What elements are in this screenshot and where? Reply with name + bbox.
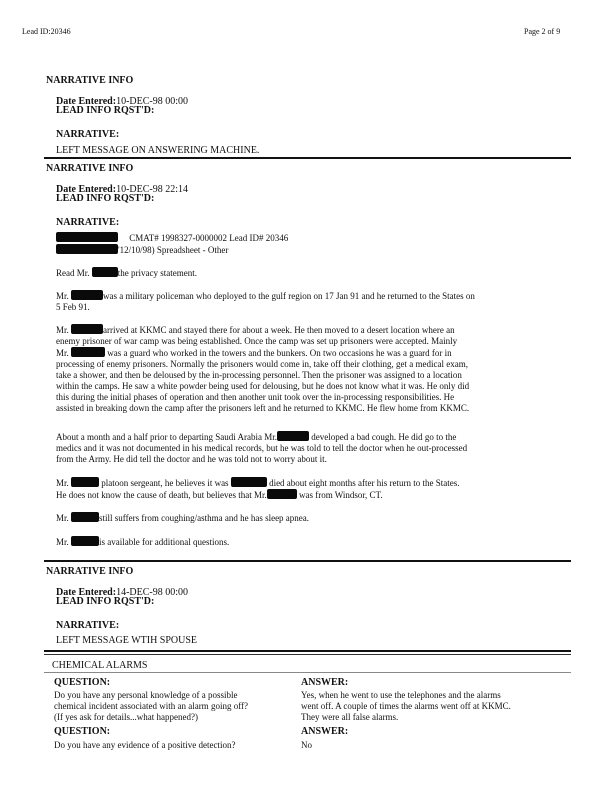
spreadsheet-line [56,244,556,256]
lead-info-rqstd-label: LEAD INFO RQST'D: [56,105,155,116]
narrative-label: NARRATIVE: [56,217,120,228]
section-title-narrative-1: NARRATIVE INFO [46,75,134,86]
text-run: died about eight months after his return to the States. [269,478,460,488]
text-run: Mr. [56,291,69,301]
paragraph-kkmc [56,324,556,414]
lead-info-rqstd-label: LEAD INFO RQST'D: [56,596,155,607]
text-run: was a guard who worked in the towers and the bunkers. On two occasions he was a guard for in [107,348,452,358]
redaction-block [71,324,103,334]
lead-info-rqstd-label: LEAD INFO RQST'D: [56,193,155,204]
redaction-block [71,477,99,487]
narrative-text: LEFT MESSAGE WTIH SPOUSE [56,635,198,646]
cmat-line [56,232,556,244]
page-number: Page 2 of 9 [524,27,561,36]
question-label: QUESTION: [54,677,111,688]
question-text-1 [54,690,294,723]
redaction-block [56,232,118,242]
paragraph-deployment [56,290,556,313]
redaction-block [71,290,103,300]
redaction-block [56,244,118,254]
chem-title-underline [44,672,571,673]
narrative-text: LEFT MESSAGE ON ANSWERING MACHINE. [56,145,260,156]
date-entered-value: 10-DEC-98 00:00 [116,96,189,107]
text-run: assisted in breaking down the camp after the prisoners left and he returned to KKMC. He flew home from KKMC. [56,403,470,413]
text-run: Yes, when he went to use the telephones and the alarms [301,690,501,700]
text-run: Mr. [56,348,69,358]
text-run: went off. A couple of times the alarms went off at KKMC. [301,701,511,711]
text-run: the privacy statement. [117,268,197,278]
section-divider [44,650,571,652]
paragraph-cough [56,431,556,465]
section-title-narrative-2: NARRATIVE INFO [46,163,134,174]
text-run: Do you have any personal knowledge of a possible [54,690,238,700]
date-entered-label: Date Entered: [56,184,117,195]
redaction-block [71,536,99,546]
text-run: About a month and a half prior to departing Saudi Arabia Mr. [56,432,277,442]
text-run: was from Windsor, CT. [298,490,383,500]
redaction-block [231,477,267,487]
text-run: within the camps. He saw a white powder being used for delousing, but he does not know what it was. He only did [56,381,470,391]
paragraph-available [56,536,556,548]
paragraph-privacy [56,267,556,279]
text-run: was a military policeman who deployed to the gulf region on 17 Jan 91 and he returned to the States on [103,291,475,301]
text-run: take a shower, and then be deloused by the in-processing personnel. Then the prisoner was assigned to a location [56,370,462,380]
text-run: chemical incident associated with an alarm going off? [54,701,249,711]
text-run: (If yes ask for details...what happened?) [54,712,198,722]
paragraph-asthma [56,512,556,524]
text-run: 5 Feb 91. [56,302,90,312]
text-run: They were all false alarms. [301,712,399,722]
narrative-label: NARRATIVE: [56,620,120,631]
spreadsheet-text: '12/10/98) Spreadsheet - Other [118,245,229,255]
redaction-block [71,512,99,522]
date-entered-value: 10-DEC-98 22:14 [116,184,189,195]
text-run: Mr. [56,325,69,335]
section-divider [44,560,571,562]
text-run: Read Mr. [56,268,90,278]
narrative-label: NARRATIVE: [56,129,120,140]
text-run: this during the initial phases of operation and then another unit took over the in-processing responsibilities. He [56,392,455,402]
text-run: Mr. [56,513,69,523]
text-run: He does not know the cause of death, but believes that Mr. [56,490,267,500]
paragraph-sergeant [56,477,556,501]
answer-text-2: No [301,740,312,750]
text-run: processing of enemy prisoners. Normally the prisoners would come in, take off their clothing, get a medical exam, [56,359,468,369]
text-run: developed a bad cough. He did go to the [311,432,457,442]
redaction-block [92,267,118,277]
text-run: still suffers from coughing/asthma and he has sleep apnea. [99,513,310,523]
section-divider [44,157,571,159]
answer-label: ANSWER: [301,726,349,737]
answer-label: ANSWER: [301,677,349,688]
text-run: medics and it was not documented in his medical records, but he was told to tell the doctor when he out-processed [56,443,468,453]
redaction-block [71,347,105,357]
lead-id-header: Lead ID:20346 [22,27,71,36]
text-run: Mr. [56,478,69,488]
text-run: arrived at KKMC and stayed there for about a week. He then moved to a desert location where an [103,325,455,335]
section-divider-thin [44,654,571,655]
date-entered-value: 14-DEC-98 00:00 [116,587,189,598]
redaction-block [277,431,309,441]
text-run: Mr. [56,537,69,547]
redaction-block [267,489,297,499]
question-label: QUESTION: [54,726,111,737]
text-run: platoon sergeant, he believes it was [101,478,229,488]
text-run: from the Army. He did tell the doctor and he was told not to worry about it. [56,454,327,464]
date-entered-label: Date Entered: [56,96,117,107]
text-run: enemy prisoner of war camp was being established. Once the camp was set up prisoners were accepted. Mainly [56,336,458,346]
answer-text-1 [301,690,563,723]
question-text-2: Do you have any evidence of a positive detection? [54,740,236,750]
section-title-narrative-3: NARRATIVE INFO [46,566,134,577]
text-run: is available for additional questions. [99,537,230,547]
chemical-alarms-title: CHEMICAL ALARMS [52,660,148,671]
cmat-text: CMAT# 1998327-0000002 Lead ID# 20346 [129,233,289,243]
date-entered-label: Date Entered: [56,587,117,598]
